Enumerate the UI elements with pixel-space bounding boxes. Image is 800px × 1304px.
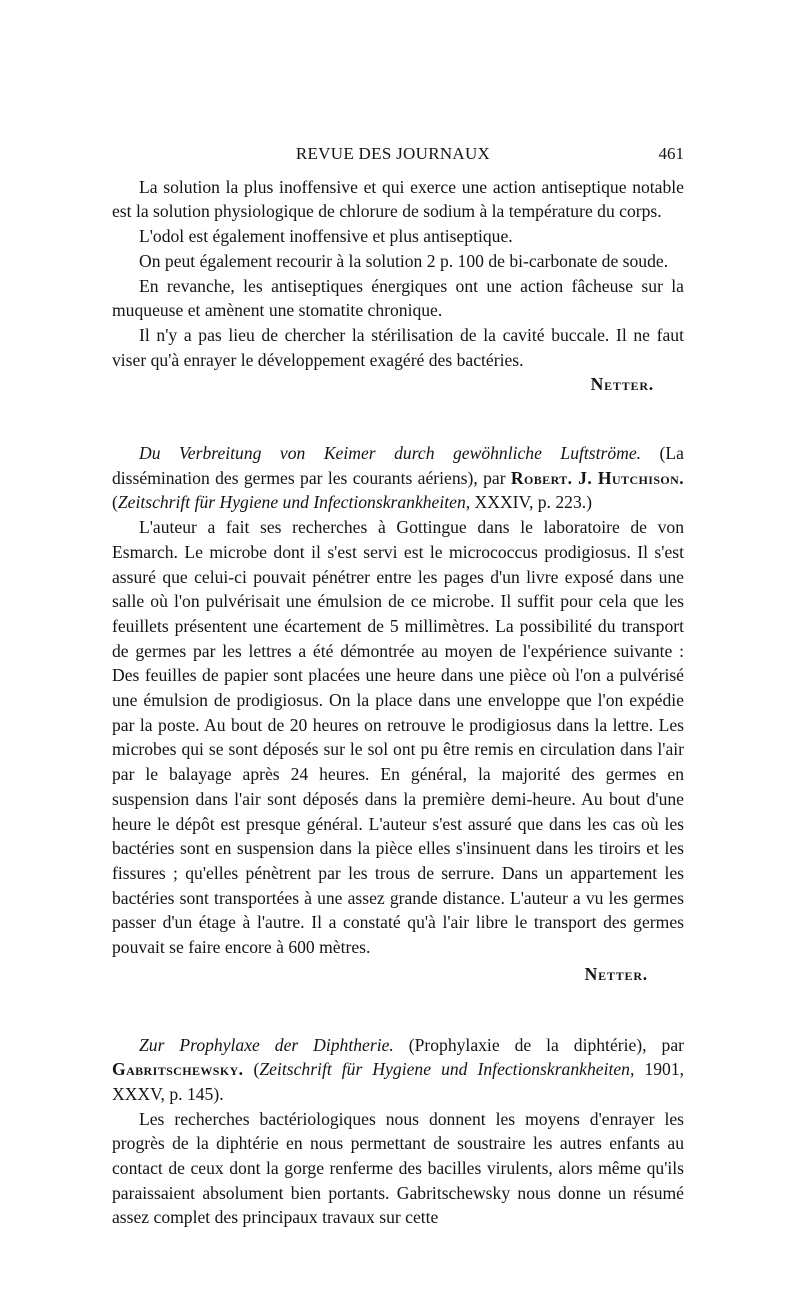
running-head-title: REVUE DES JOURNAUX (295, 144, 491, 163)
article-title-translation: (Prophylaxie de la diphtérie), par (393, 1034, 684, 1055)
article-title-translation: (La dissémination des germes par les courants aériens), par (112, 443, 684, 488)
paragraph: L'odol est également inoffensive et plus antiseptique. (139, 226, 513, 247)
article-reference (112, 1033, 684, 1107)
paragraph: On peut également recourir à la solution 2 p. 100 de bi-carbonate de soude. (139, 250, 669, 271)
paragraph: La solution la plus inoffensive et qui exerce une action antiseptique notable est la solution physiologique de chlorure de sodium à la température du corps. (112, 176, 684, 222)
paragraph: Les recherches bactériologiques nous donnent les moyens d'enrayer les progrès de la diphtérie en nous permettant de soustraire les autres enfants au contact de ceux dont la gorge renferme des bacilles virulents, alors même qu'ils paraissaient absolument bien portants. Gabritschewsky nous donne un résumé assez complet des principaux travaux sur cette (112, 1108, 684, 1228)
paragraph: Il n'y a pas lieu de chercher la stérilisation de la cavité buccale. Il ne faut viser qu'à enrayer le développement exagéré des bactéries. (112, 324, 684, 370)
journal-name: Zeitschrift für Hygiene und Infectionskrankheiten, (117, 492, 471, 513)
journal-name: Zeitschrift für Hygiene und Infectionskrankheiten, (259, 1059, 635, 1080)
journal-page (112, 142, 684, 1230)
section-antiseptics-review (112, 175, 684, 397)
page-number: 461 (658, 144, 684, 163)
article-title: Du Verbreitung von Keimer durch gewöhnliche Luftströme. (139, 443, 642, 464)
section-diphtheria-review (112, 1033, 684, 1231)
source-open: ( (243, 1059, 260, 1080)
signature: Netter. (590, 374, 654, 395)
article-reference (112, 441, 684, 515)
article-title: Zur Prophylaxe der Diphtherie. (139, 1034, 394, 1055)
paragraph: En revanche, les antiseptiques énergiques ont une action fâcheuse sur la muqueuse et amènent une stomatite chronique. (112, 275, 684, 321)
section-germ-dissemination-review (112, 441, 684, 986)
source-details: 1901, XXXV, p. 145). (112, 1059, 685, 1104)
source-details: XXXIV, p. 223.) (470, 492, 593, 513)
article-author: Robert. J. Hutchison. (510, 467, 684, 488)
signature: Netter. (584, 963, 648, 984)
article-author: Gabritschewsky. (112, 1059, 244, 1080)
source-open: ( (112, 492, 118, 513)
running-head (112, 142, 684, 167)
paragraph: L'auteur a fait ses recherches à Gottingue dans le laboratoire de von Esmarch. Le microbe dont il s'est servi est le micrococcus prodigiosus. Il s'est assuré que celui-ci pouvait pénétrer entre les pages d'un livre exposé dans une salle où l'on pulvérisait une émulsion de ce microbe. Il suffit pour cela que les feuillets présentent une écartement de 5 millimètres. La possibilité du transport de germes par les lettres a été démontrée au moyen de l'expérience suivante : Des feuilles de papier sont placées une heure dans une pièce où l'on a pulvérisé une émulsion de prodigiosus. On la place dans une enveloppe que l'on expédie par la poste. Au bout de 20 heures on retrouve le prodigiosus dans la lettre. Les microbes qui se sont déposés sur le sol ont pu être remis en circulation dans l'air par le balayage après 24 heures. En général, la majorité des germes en suspension dans l'air sont déposés dans la première demi-heure. Au bout d'une heure le dépôt est presque général. L'auteur s'est assuré que dans les cas où les bactéries sont en suspension dans la pièce elles s'insinuent dans les tiroirs et les fissures ; qu'elles pénètrent par les trous de serrure. Dans un appartement les bactéries sont transportées à une assez grande distance. L'auteur a vu les germes passer d'un étage à l'autre. Il a constaté qu'à l'air libre le transport des germes pouvait se faire encore à 600 mètres. (112, 517, 684, 958)
